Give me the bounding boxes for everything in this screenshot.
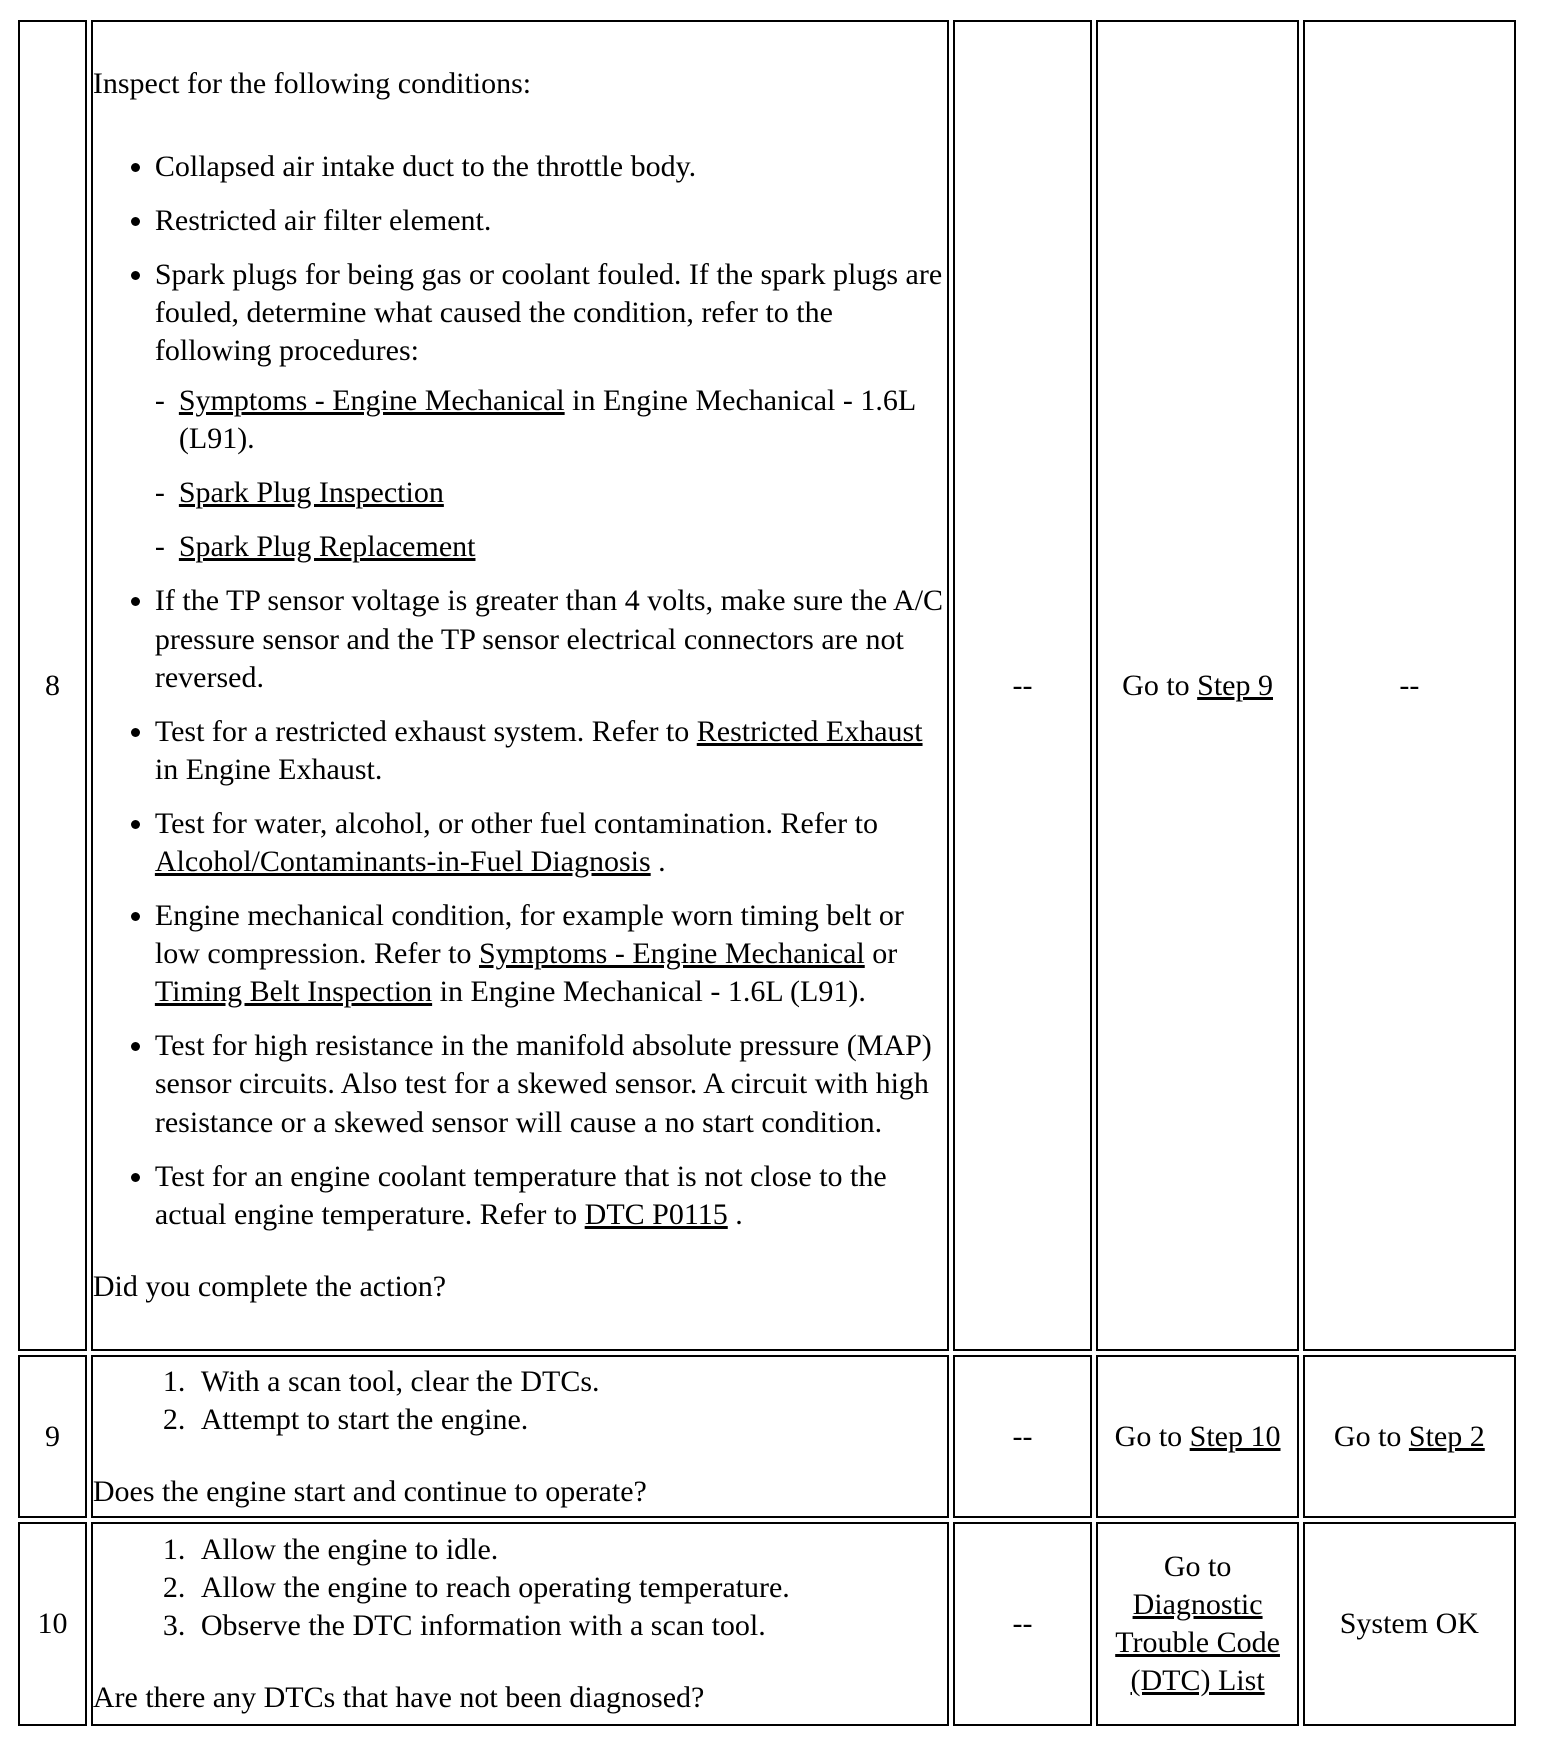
list-item: 2. Allow the engine to reach operating temperature. xyxy=(193,1569,947,1607)
list-item: • If the TP sensor voltage is greater than 4 volts, make sure the A/C pressure sensor and the TP sensor electrical connectors are not reversed. xyxy=(155,582,947,696)
link-suffix: in Engine Mechanical - 1.6L (L91). xyxy=(178,384,916,456)
symptoms-engine-mechanical-link-2[interactable]: Symptoms - Engine Mechanical xyxy=(478,937,865,971)
procedure-list xyxy=(155,382,947,566)
list-item: • Test for high resistance in the manifold absolute pressure (MAP) sensor circuits. Also test for a skewed sensor. A circuit with high resistance or a skewed sensor will cause a no start condition. xyxy=(155,1027,947,1141)
list-item-text: Test for a restricted exhaust system. Refer to xyxy=(154,714,697,748)
value-cell: -- xyxy=(953,20,1093,1351)
list-item: • Collapsed air intake duct to the throttle body. xyxy=(155,148,947,186)
step-9-link[interactable]: Step 9 xyxy=(1197,668,1273,702)
list-item xyxy=(155,805,947,881)
action-intro: Inspect for the following conditions: xyxy=(92,67,532,101)
goto-label: Go to xyxy=(1163,1549,1232,1583)
restricted-exhaust-link[interactable]: Restricted Exhaust xyxy=(696,714,923,748)
no-cell xyxy=(1303,1355,1516,1518)
list-item: 2. Attempt to start the engine. xyxy=(193,1401,947,1439)
goto-label: Go to xyxy=(1114,1419,1190,1453)
action-question: Does the engine start and continue to operate? xyxy=(92,1474,647,1508)
condition-list xyxy=(93,148,947,1234)
goto-label: Go to xyxy=(1333,1419,1409,1453)
step-number: 9 xyxy=(18,1355,87,1518)
list-item-text: Test for an engine coolant temperature that is not close to the actual engine temperature. Refer to xyxy=(154,1159,887,1231)
list-item-text: Spark plugs for being gas or coolant fouled. If the spark plugs are fouled, determine what caused the condition, refer to the following procedures: xyxy=(154,257,943,367)
link-suffix: . xyxy=(650,844,666,878)
timing-belt-inspection-link[interactable]: Timing Belt Inspection xyxy=(154,975,433,1009)
table-row-step-10 xyxy=(18,1522,1516,1726)
action-steps xyxy=(93,1363,947,1439)
list-item: 3. Observe the DTC information with a scan tool. xyxy=(193,1607,947,1645)
action-steps xyxy=(93,1531,947,1645)
fuel-contaminants-diagnosis-link[interactable]: Alcohol/Contaminants-in-Fuel Diagnosis xyxy=(154,844,651,878)
dtc-p0115-link[interactable]: DTC P0115 xyxy=(584,1197,728,1231)
link-suffix: in Engine Exhaust. xyxy=(154,752,383,786)
table-row-step-8 xyxy=(18,20,1516,1351)
list-item xyxy=(155,1158,947,1234)
link-connector: or xyxy=(864,937,898,971)
step-number: 8 xyxy=(18,20,87,1351)
list-item xyxy=(155,256,947,567)
yes-cell xyxy=(1096,1522,1298,1726)
step-2-link[interactable]: Step 2 xyxy=(1408,1419,1485,1453)
yes-cell xyxy=(1096,20,1298,1351)
list-item xyxy=(179,528,947,566)
list-item: 1. Allow the engine to idle. xyxy=(193,1531,947,1569)
step-number: 10 xyxy=(18,1522,87,1726)
list-item xyxy=(155,897,947,1011)
list-item xyxy=(179,474,947,512)
table-row-step-9 xyxy=(18,1355,1516,1518)
action-question: Did you complete the action? xyxy=(92,1269,447,1303)
step-10-link[interactable]: Step 10 xyxy=(1189,1419,1281,1453)
list-item-text: Engine mechanical condition, for example worn timing belt or low compression. Refer to xyxy=(154,899,904,971)
yes-cell xyxy=(1096,1355,1298,1518)
link-suffix: . xyxy=(727,1197,743,1231)
dtc-list-link[interactable]: Diagnostic Trouble Code (DTC) List xyxy=(1115,1588,1280,1698)
goto-label: Go to xyxy=(1122,668,1198,702)
spark-plug-inspection-link[interactable]: Spark Plug Inspection xyxy=(178,476,444,510)
list-item xyxy=(179,382,947,458)
link-suffix: in Engine Mechanical - 1.6L (L91). xyxy=(432,975,866,1009)
no-cell: System OK xyxy=(1303,1522,1516,1726)
action-cell xyxy=(91,1522,949,1726)
list-item: 1. With a scan tool, clear the DTCs. xyxy=(193,1363,947,1401)
action-question: Are there any DTCs that have not been diagnosed? xyxy=(92,1681,705,1715)
list-item xyxy=(155,713,947,789)
list-item: • Restricted air filter element. xyxy=(155,202,947,240)
value-cell: -- xyxy=(953,1355,1093,1518)
spark-plug-replacement-link[interactable]: Spark Plug Replacement xyxy=(178,530,476,564)
action-cell xyxy=(91,20,949,1351)
symptoms-engine-mechanical-link[interactable]: Symptoms - Engine Mechanical xyxy=(178,384,565,418)
diagnostic-table xyxy=(12,14,1522,1732)
value-cell: -- xyxy=(953,1522,1093,1726)
no-cell: -- xyxy=(1303,20,1516,1351)
action-cell xyxy=(91,1355,949,1518)
list-item-text: Test for water, alcohol, or other fuel contamination. Refer to xyxy=(154,806,878,840)
